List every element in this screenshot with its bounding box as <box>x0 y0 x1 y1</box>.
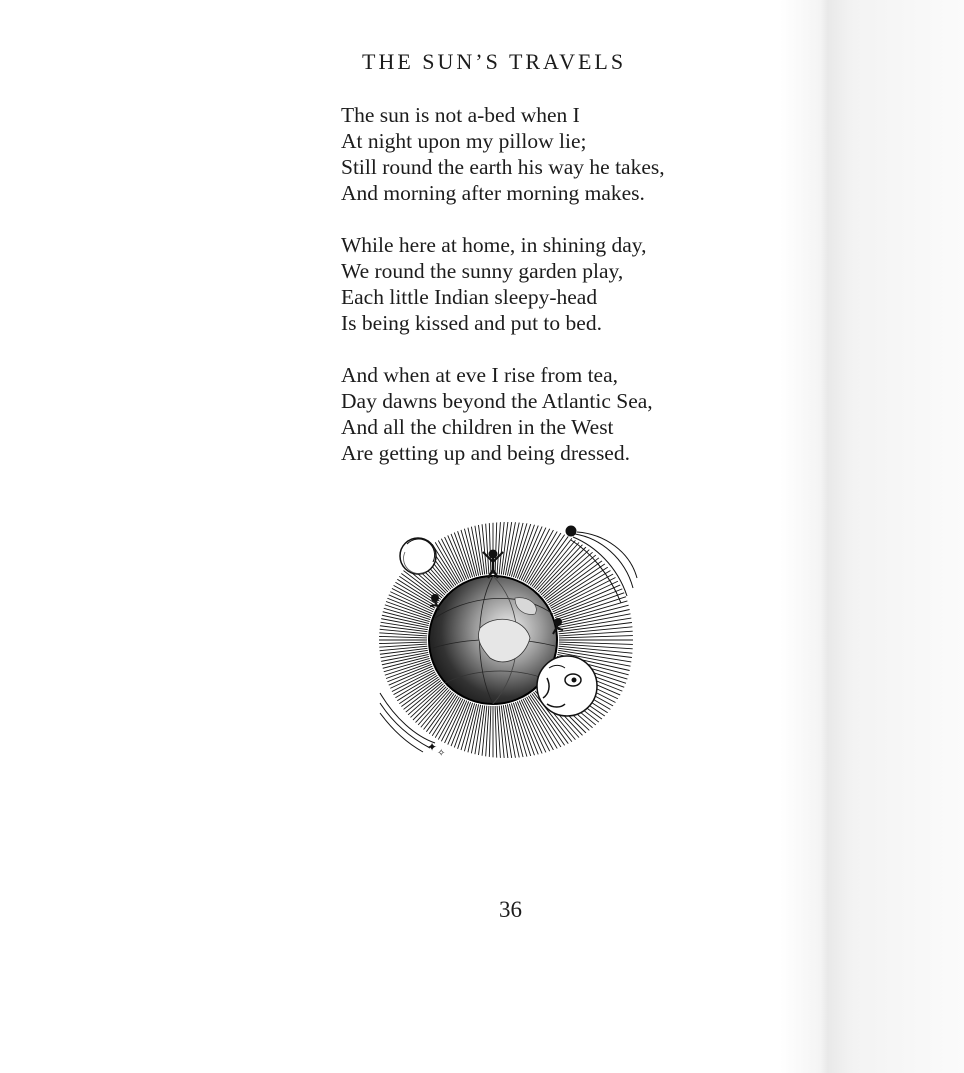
ray-line <box>540 541 592 593</box>
comet-icon <box>566 526 637 603</box>
ray-line <box>458 518 476 576</box>
page-number: 36 <box>499 897 522 922</box>
ray-line <box>489 518 491 574</box>
stanza-3 <box>341 362 761 466</box>
poem-body <box>341 102 761 492</box>
stanza-2 <box>341 232 761 336</box>
shooting-stars-icon <box>380 693 445 759</box>
poem-line: We round the sunny garden play, <box>341 259 624 283</box>
ray-line <box>557 610 629 626</box>
ray-line <box>375 631 427 636</box>
ray-line <box>559 631 633 636</box>
ray-line <box>375 672 435 708</box>
poem-line: And all the children in the West <box>341 415 614 439</box>
ray-line <box>497 706 502 763</box>
ray-line <box>375 642 427 644</box>
poem-title: THE SUN’S TRAVELS <box>362 49 627 74</box>
poem-line: Is being kissed and put to bed. <box>341 311 602 335</box>
ray-line <box>484 706 489 763</box>
stanza-1 <box>341 102 761 206</box>
ray-line <box>559 642 633 644</box>
ray-line <box>463 518 479 576</box>
ray-line <box>463 704 479 763</box>
sun-and-earth-engraving <box>375 518 640 763</box>
svg-text:✧: ✧ <box>437 748 446 759</box>
ray-line <box>375 597 430 620</box>
ray-line <box>394 687 446 739</box>
poem-line: The sun is not a-bed when I <box>341 103 580 127</box>
sun-face-icon <box>537 656 597 716</box>
ray-line <box>489 706 491 763</box>
poem-line: While here at home, in shining day, <box>341 233 647 257</box>
poem-line: Still round the earth his way he takes, <box>341 155 665 179</box>
ray-line <box>497 518 502 574</box>
ray-line <box>458 704 476 763</box>
ray-line <box>559 644 633 649</box>
ray-line <box>375 573 435 609</box>
poem-line: And when at eve I rise from tea, <box>341 363 619 387</box>
ray-line <box>495 518 497 574</box>
poem-line: Day dawns beyond the Atlantic Sea, <box>341 389 653 413</box>
ray-line <box>554 589 623 616</box>
moon-icon <box>400 538 436 574</box>
poem-line: Each little Indian sleepy-head <box>341 285 598 309</box>
ray-line <box>525 518 561 582</box>
ray-line <box>507 518 523 576</box>
ray-line <box>375 660 430 683</box>
ray-line <box>375 636 427 638</box>
ray-line <box>495 706 497 763</box>
ray-line <box>507 704 523 763</box>
book-gutter <box>780 0 964 1073</box>
poem-line: And morning after morning makes. <box>341 181 645 205</box>
poem-line: At night upon my pillow lie; <box>341 129 587 153</box>
ray-line <box>559 636 633 638</box>
poem-line: Are getting up and being dressed. <box>341 441 630 465</box>
ray-line <box>484 518 489 574</box>
svg-text:✦: ✦ <box>427 740 438 754</box>
ray-line <box>375 644 427 649</box>
